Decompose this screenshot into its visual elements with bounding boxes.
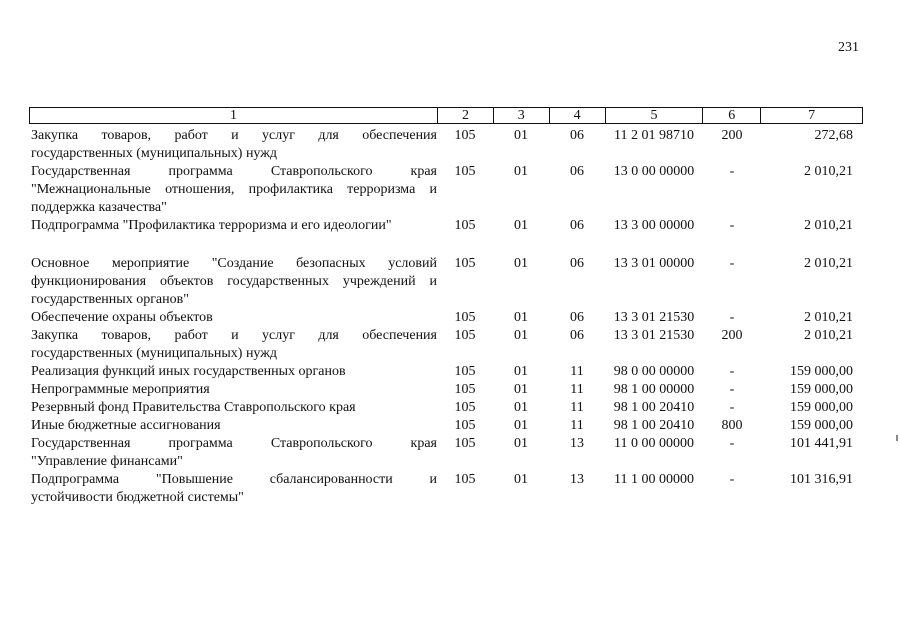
cell-c5: 98 1 00 20410 — [613, 400, 695, 415]
cell-c6: 800 — [721, 418, 743, 433]
table-row — [29, 417, 863, 435]
description-line: государственных (муниципальных) нужд — [31, 146, 278, 161]
cell-c5: 11 0 00 00000 — [614, 436, 694, 451]
table-row — [29, 381, 863, 399]
description-line: устойчивости бюджетной системы" — [31, 490, 244, 505]
cell-c6: - — [729, 382, 735, 397]
cell-c2: 105 — [454, 472, 476, 487]
cell-c2: 105 — [454, 436, 476, 451]
cell-c7: 101 441,91 — [790, 436, 853, 451]
description-line: государственных (муниципальных) нужд — [31, 346, 278, 361]
header-col-7: 7 — [760, 108, 862, 123]
cell-c2: 105 — [454, 218, 476, 233]
cell-c6: - — [729, 400, 735, 415]
cell-c6: 200 — [721, 328, 743, 343]
cell-c4: 06 — [570, 310, 584, 325]
table-row — [29, 127, 863, 163]
row-description — [29, 399, 437, 417]
header-col-1: 1 — [230, 108, 237, 123]
cell-c6: - — [729, 364, 735, 379]
cell-c2: 105 — [454, 328, 476, 343]
cell-c6: - — [729, 256, 735, 271]
cell-c2: 105 — [454, 256, 476, 271]
cell-c7: 2 010,21 — [804, 256, 853, 271]
cell-c2: 105 — [454, 400, 476, 415]
cell-c7: 101 316,91 — [790, 472, 853, 487]
cell-c3: 01 — [514, 256, 528, 271]
cell-c7: 2 010,21 — [804, 164, 853, 179]
cell-c3: 01 — [514, 328, 528, 343]
description-line: Государственная программа Ставропольского края — [31, 164, 437, 179]
description-line: Закупка товаров, работ и услуг для обеспечения — [31, 328, 437, 343]
cell-c7: 2 010,21 — [804, 218, 853, 233]
cell-c5: 11 1 00 00000 — [614, 472, 694, 487]
cell-c4: 11 — [570, 364, 584, 379]
table-row — [29, 471, 863, 507]
cell-c3: 01 — [514, 128, 528, 143]
description-line: Подпрограмма "Повышение сбалансированности и — [31, 472, 437, 487]
cell-c5: 13 3 01 00000 — [613, 256, 695, 271]
cell-c4: 11 — [570, 400, 584, 415]
description-line: Закупка товаров, работ и услуг для обеспечения — [31, 128, 437, 143]
cell-c3: 01 — [514, 310, 528, 325]
cell-c5: 98 0 00 00000 — [613, 364, 695, 379]
cell-c4: 11 — [570, 418, 584, 433]
cell-c4: 06 — [570, 218, 584, 233]
table-row — [29, 309, 863, 327]
table-row — [29, 255, 863, 309]
description-line: Реализация функций иных государственных органов — [31, 364, 346, 379]
cell-c3: 01 — [514, 418, 528, 433]
row-description — [29, 327, 437, 363]
description-line: Подпрограмма "Профилактика терроризма и его идеологии" — [31, 218, 392, 233]
page-number: 231 — [838, 40, 859, 55]
row-description — [29, 363, 437, 381]
cell-c5: 13 3 00 00000 — [613, 218, 695, 233]
cell-c2: 105 — [454, 310, 476, 325]
cell-c6: - — [729, 164, 735, 179]
cell-c5: 98 1 00 00000 — [613, 382, 695, 397]
row-description — [29, 163, 437, 217]
description-line: поддержка казачества" — [31, 200, 167, 215]
header-col-2: 2 — [437, 108, 493, 123]
row-description — [29, 381, 437, 399]
header-col-4: 4 — [549, 108, 605, 123]
cell-c6: - — [729, 310, 735, 325]
cell-c3: 01 — [514, 164, 528, 179]
cell-c4: 11 — [570, 382, 584, 397]
cell-c5: 13 3 01 21530 — [613, 310, 695, 325]
header-col-5: 5 — [605, 108, 703, 123]
table-header — [29, 107, 863, 124]
row-description — [29, 309, 437, 327]
description-line: Иные бюджетные ассигнования — [31, 418, 221, 433]
cell-c4: 13 — [570, 472, 584, 487]
header-col-3: 3 — [493, 108, 549, 123]
cell-c7: 159 000,00 — [790, 364, 853, 379]
cell-c3: 01 — [514, 436, 528, 451]
cell-c5: 11 2 01 98710 — [614, 128, 694, 143]
table-row — [29, 163, 863, 217]
cell-c6: - — [729, 218, 735, 233]
description-line: Государственная программа Ставропольского края — [31, 436, 437, 451]
description-line: Непрограммные мероприятия — [31, 382, 210, 397]
cell-c7: 159 000,00 — [790, 418, 853, 433]
row-description — [29, 471, 437, 507]
row-description — [29, 217, 437, 235]
description-line: функционирования объектов государственных учреждений и — [31, 274, 437, 289]
cell-c6: - — [729, 436, 735, 451]
cell-c3: 01 — [514, 382, 528, 397]
cell-c3: 01 — [514, 218, 528, 233]
header-col-6: 6 — [702, 108, 760, 123]
description-line: Резервный фонд Правительства Ставропольского края — [31, 400, 356, 415]
description-line: Обеспечение охраны объектов — [31, 310, 213, 325]
cell-c7: 2 010,21 — [804, 328, 853, 343]
cell-c6: - — [729, 472, 735, 487]
row-description — [29, 435, 437, 471]
description-line: "Межнациональные отношения, профилактика терроризма и — [31, 182, 437, 197]
scan-mark — [896, 435, 898, 441]
cell-c4: 13 — [570, 436, 584, 451]
cell-c2: 105 — [454, 128, 476, 143]
cell-c2: 105 — [454, 364, 476, 379]
table-row — [29, 363, 863, 381]
cell-c2: 105 — [454, 164, 476, 179]
cell-c7: 159 000,00 — [790, 400, 853, 415]
table-row — [29, 327, 863, 363]
cell-c4: 06 — [570, 128, 584, 143]
row-spacer — [29, 235, 863, 255]
cell-c4: 06 — [570, 256, 584, 271]
table-row — [29, 399, 863, 417]
table-row — [29, 435, 863, 471]
description-line: государственных органов" — [31, 292, 189, 307]
description-line: "Управление финансами" — [31, 454, 183, 469]
cell-c5: 13 3 01 21530 — [613, 328, 695, 343]
cell-c4: 06 — [570, 164, 584, 179]
table-body — [29, 127, 863, 507]
cell-c3: 01 — [514, 364, 528, 379]
row-description — [29, 417, 437, 435]
table-row — [29, 217, 863, 235]
cell-c4: 06 — [570, 328, 584, 343]
cell-c7: 272,68 — [814, 128, 853, 143]
cell-c7: 2 010,21 — [804, 310, 853, 325]
row-description — [29, 127, 437, 163]
cell-c2: 105 — [454, 382, 476, 397]
cell-c6: 200 — [721, 128, 743, 143]
cell-c5: 98 1 00 20410 — [613, 418, 695, 433]
row-description — [29, 255, 437, 309]
cell-c7: 159 000,00 — [790, 382, 853, 397]
cell-c3: 01 — [514, 400, 528, 415]
description-line: Основное мероприятие "Создание безопасных условий — [31, 256, 437, 271]
cell-c5: 13 0 00 00000 — [613, 164, 695, 179]
cell-c2: 105 — [454, 418, 476, 433]
cell-c3: 01 — [514, 472, 528, 487]
